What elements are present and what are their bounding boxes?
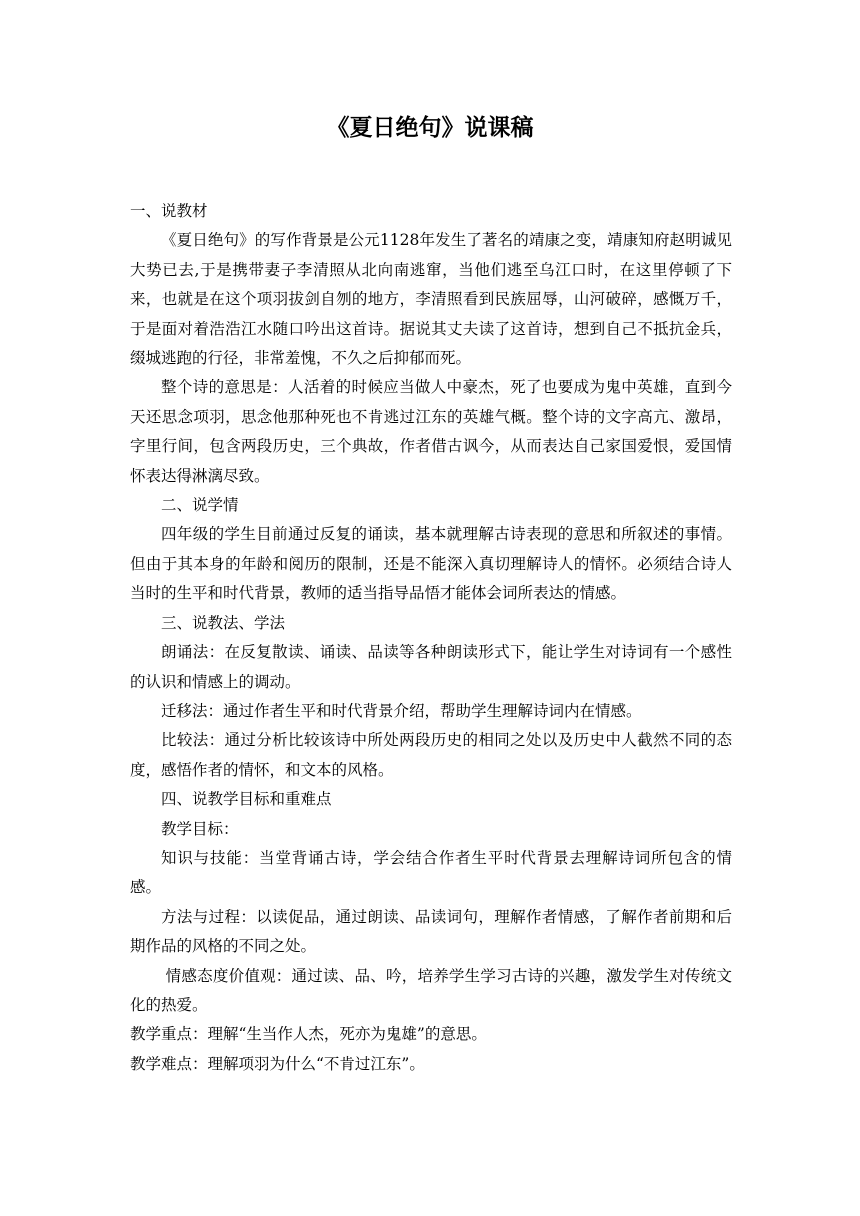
paragraph-emotional-values: 情感态度价值观：通过读、品、吟，培养学生学习古诗的兴趣，激发学生对传统文化的热爱。 [130,966,732,1014]
section-heading-objectives: 四、说教学目标和重难点 [161,790,332,809]
document-body [130,197,732,1079]
objectives-label: 教学目标： [161,819,239,838]
paragraph-students: 四年级的学生目前通过反复的诵读，基本就理解古诗表现的意思和所叙述的事情。但由于其本身的年龄和阅历的限制，还是不能深入真切理解诗人的情怀。必须结合诗人当时的生平和时代背景，教师的适当指导品悟才能体会词所表达的情感。 [130,525,732,603]
paragraph-comparison-method: 比较法：通过分析比较该诗中所处两段历史的相同之处以及历史中人截然不同的态度，感悟作者的情怀，和文本的风格。 [130,731,732,779]
paragraph-knowledge-skills: 知识与技能：当堂背诵古诗，学会结合作者生平时代背景去理解诗词所包含的情感。 [130,848,732,897]
paragraph-meaning: 整个诗的意思是：人活着的时候应当做人中豪杰，死了也要成为鬼中英雄，直到今天还思念项羽，思念他那种死也不肯逃过江东的英雄气概。整个诗的文字高亢、激昂，字里行间，包含两段历史，三个典故，作者借古讽今，从而表达自己家国爱恨，爱国情怀表达得淋漓尽致。 [130,378,732,485]
document-title: 《夏日绝句》说课稿 [326,115,534,141]
paragraph-background: 《夏日绝句》的写作背景是公元1128年发生了著名的靖康之变，靖康知府赵明诚见大势已去,于是携带妻子李清照从北向南逃窜，当他们逃至乌江口时，在这里停顿了下来，也就是在这个项羽拔剑自刎的地方，李清照看到民族屈辱，山河破碎，感慨万千，于是面对着浩浩江水随口吟出这首诗。据说其丈夫读了这首诗，想到自己不抵抗金兵，缀城逃跑的行径，非常羞愧，不久之后抑郁而死。 [130,231,732,368]
paragraph-process-methods: 方法与过程：以读促品，通过朗读、品读词句，理解作者情感，了解作者前期和后期作品的风格的不同之处。 [130,907,732,956]
section-heading-methods: 三、说教法、学法 [161,613,286,632]
teaching-key-point: 教学重点：理解“生当作人杰，死亦为鬼雄”的意思。 [130,1025,487,1044]
section-heading-textbook: 一、说教材 [130,202,208,220]
paragraph-transfer-method: 迁移法：通过作者生平和时代背景介绍，帮助学生理解诗词内在情感。 [161,701,642,720]
paragraph-recitation-method: 朗诵法：在反复散读、诵读、品读等各种朗读形式下，能让学生对诗词有一个感性的认识和情感上的调动。 [130,643,732,691]
section-heading-students: 二、说学情 [161,496,239,515]
teaching-difficulty: 教学难点：理解项羽为什么“不肯过江东”。 [130,1054,425,1073]
